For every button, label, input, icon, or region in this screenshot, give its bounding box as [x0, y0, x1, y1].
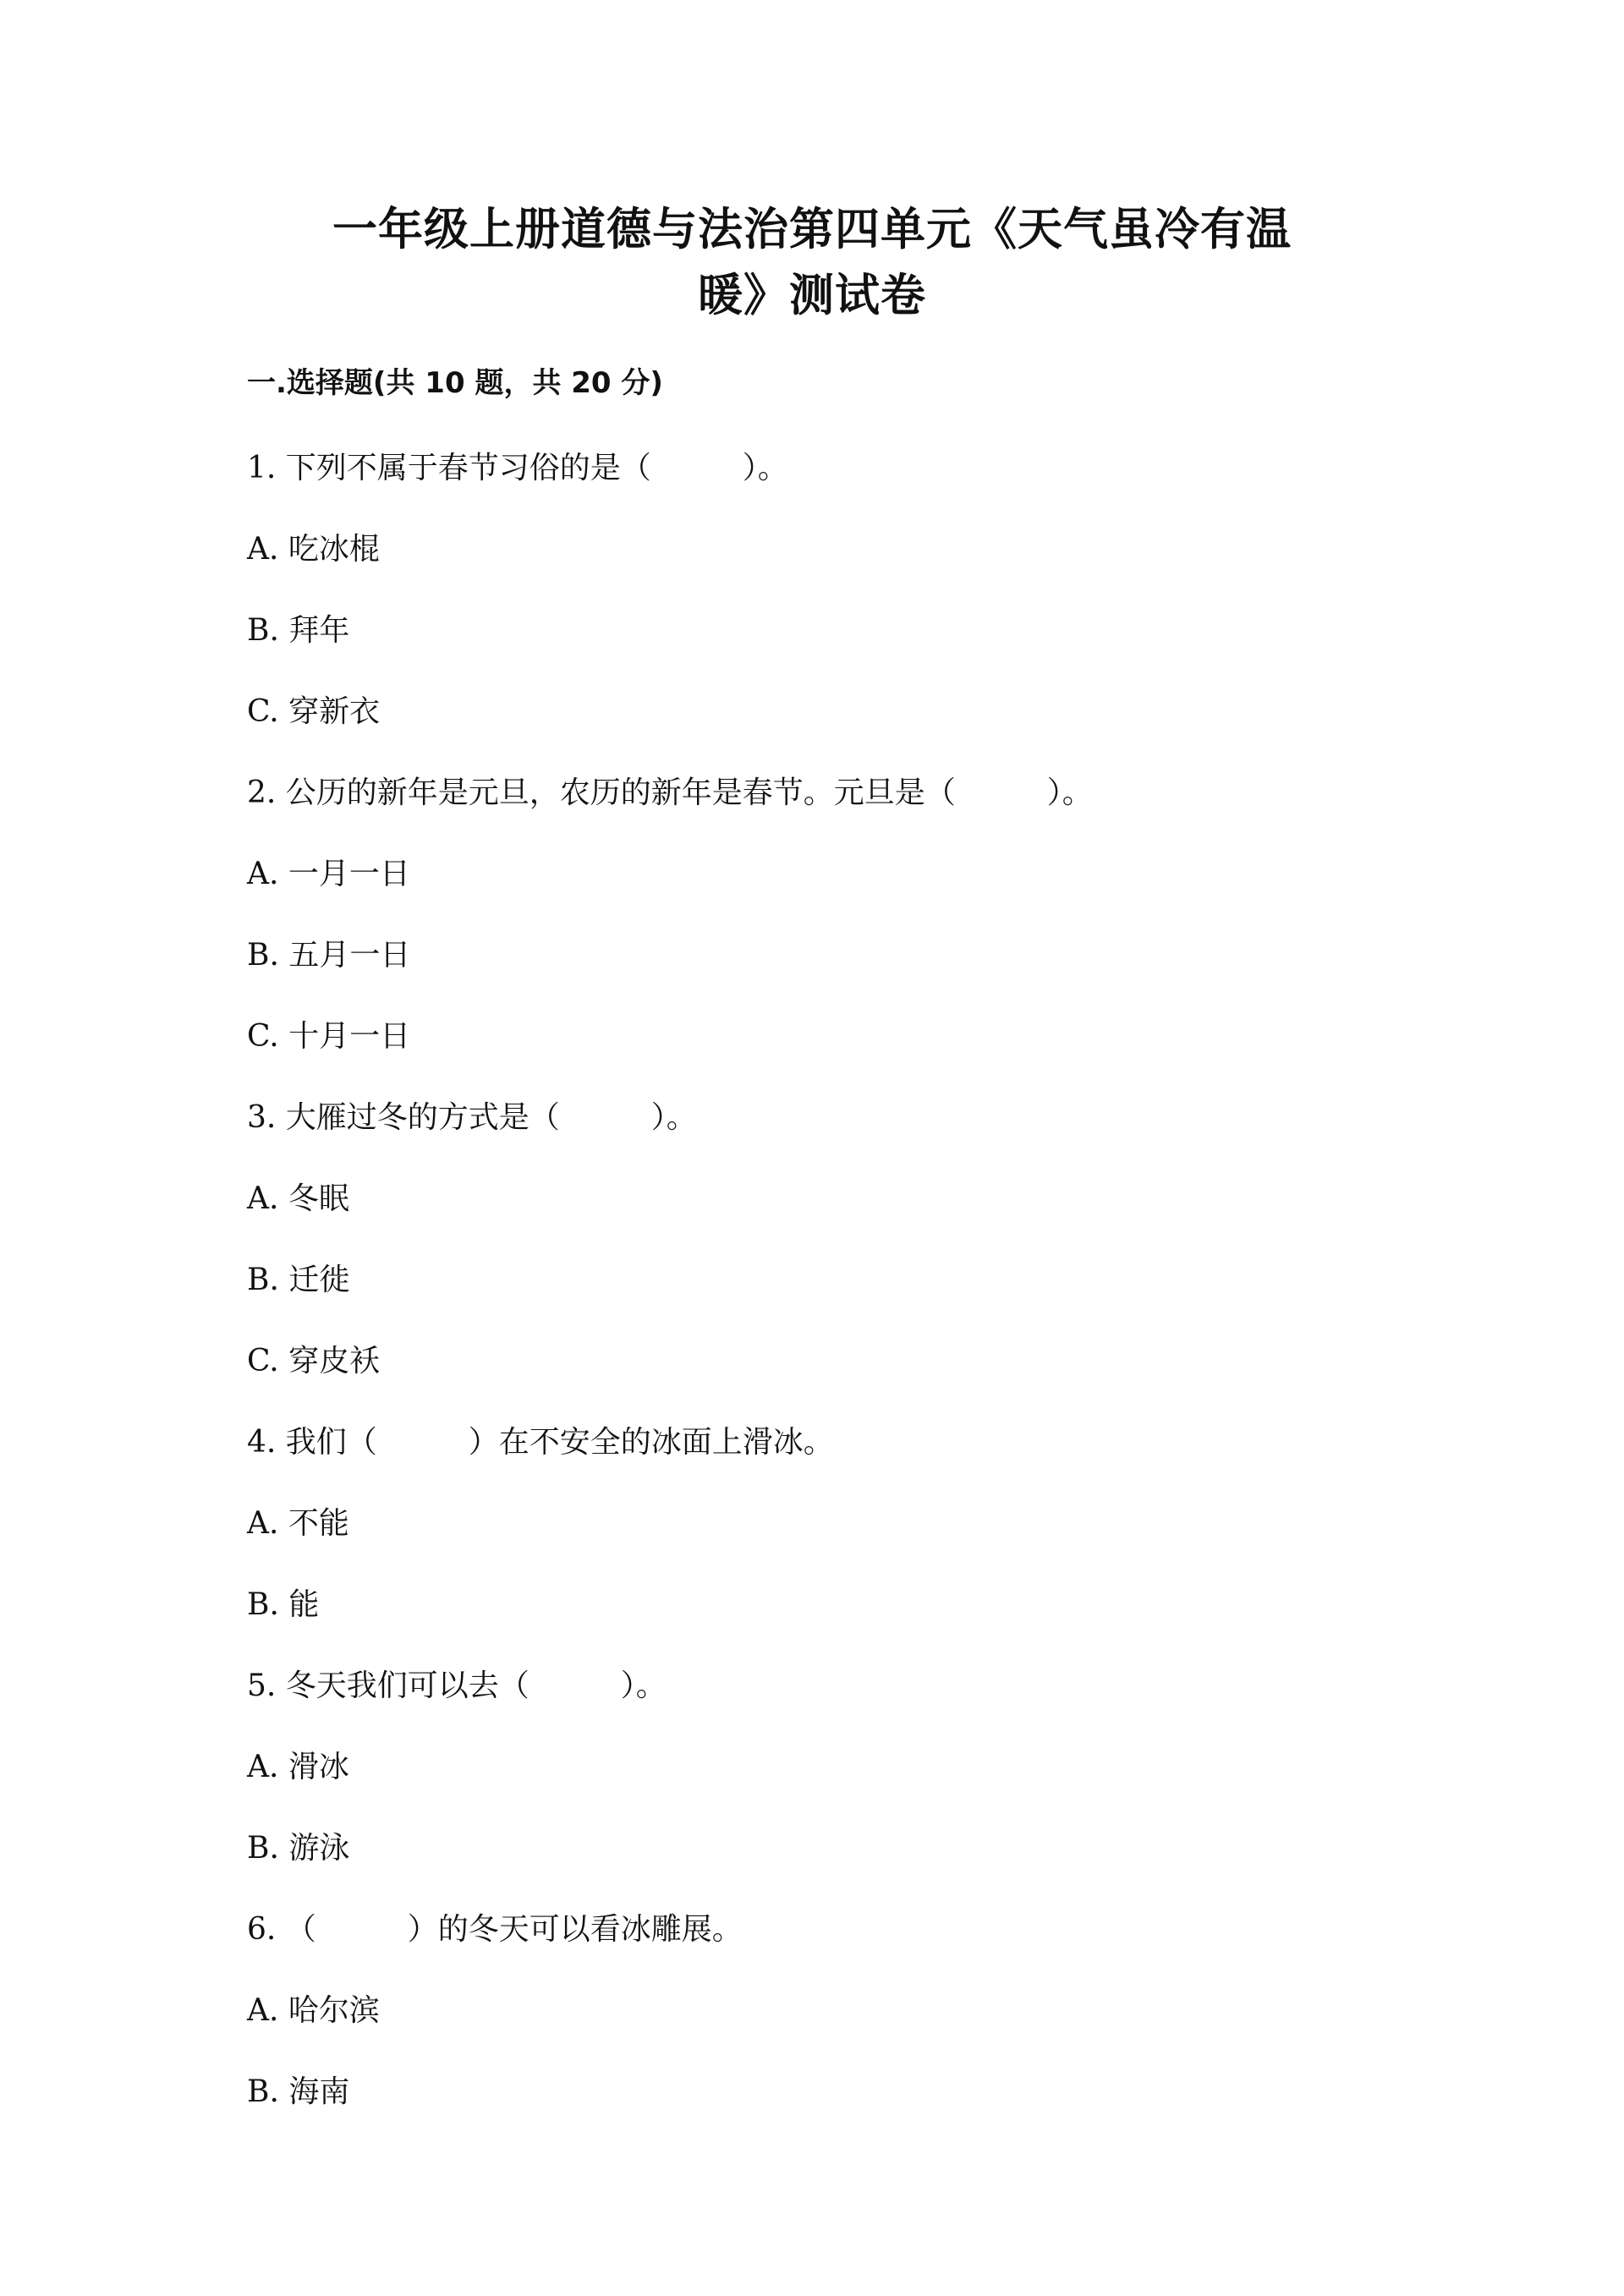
question-5-stem: 5. 冬天我们可以去（ ）。 — [247, 1669, 667, 1703]
question-3-stem: 3. 大雁过冬的方式是（ ）。 — [247, 1100, 697, 1135]
question-2-option-c: C. 十月一日 — [247, 1019, 411, 1054]
page-title-line-2: 暖》测试卷 — [698, 270, 926, 321]
question-6-option-a: A. 哈尔滨 — [247, 1993, 380, 2028]
question-4-stem: 4. 我们（ ）在不安全的冰面上滑冰。 — [247, 1425, 834, 1460]
question-3-option-a: A. 冬眠 — [247, 1181, 349, 1216]
question-3-option-b: B. 迁徙 — [247, 1263, 350, 1297]
question-1-option-c: C. 穿新衣 — [247, 694, 381, 729]
question-4-option-a: A. 不能 — [247, 1506, 349, 1541]
question-2-stem: 2. 公历的新年是元旦，农历的新年是春节。元旦是（ ）。 — [247, 775, 1093, 810]
question-6-option-b: B. 海南 — [247, 2074, 350, 2109]
question-5-option-a: A. 滑冰 — [247, 1750, 349, 1784]
question-1-option-a: A. 吃冰棍 — [247, 532, 380, 567]
question-1-stem: 1. 下列不属于春节习俗的是（ ）。 — [247, 451, 788, 485]
question-6-stem: 6. （ ）的冬天可以看冰雕展。 — [247, 1912, 743, 1947]
question-1-option-b: B. 拜年 — [247, 613, 350, 648]
question-3-option-c: C. 穿皮袄 — [247, 1344, 381, 1378]
section-heading: 一.选择题(共 10 题，共 20 分) — [247, 366, 663, 400]
question-4-option-b: B. 能 — [247, 1587, 320, 1622]
question-5-option-b: B. 游泳 — [247, 1831, 350, 1866]
page-title-line-1: 一年级上册道德与法治第四单元《天气虽冷有温 — [332, 204, 1292, 255]
question-2-option-b: B. 五月一日 — [247, 938, 411, 973]
question-2-option-a: A. 一月一日 — [247, 857, 410, 891]
